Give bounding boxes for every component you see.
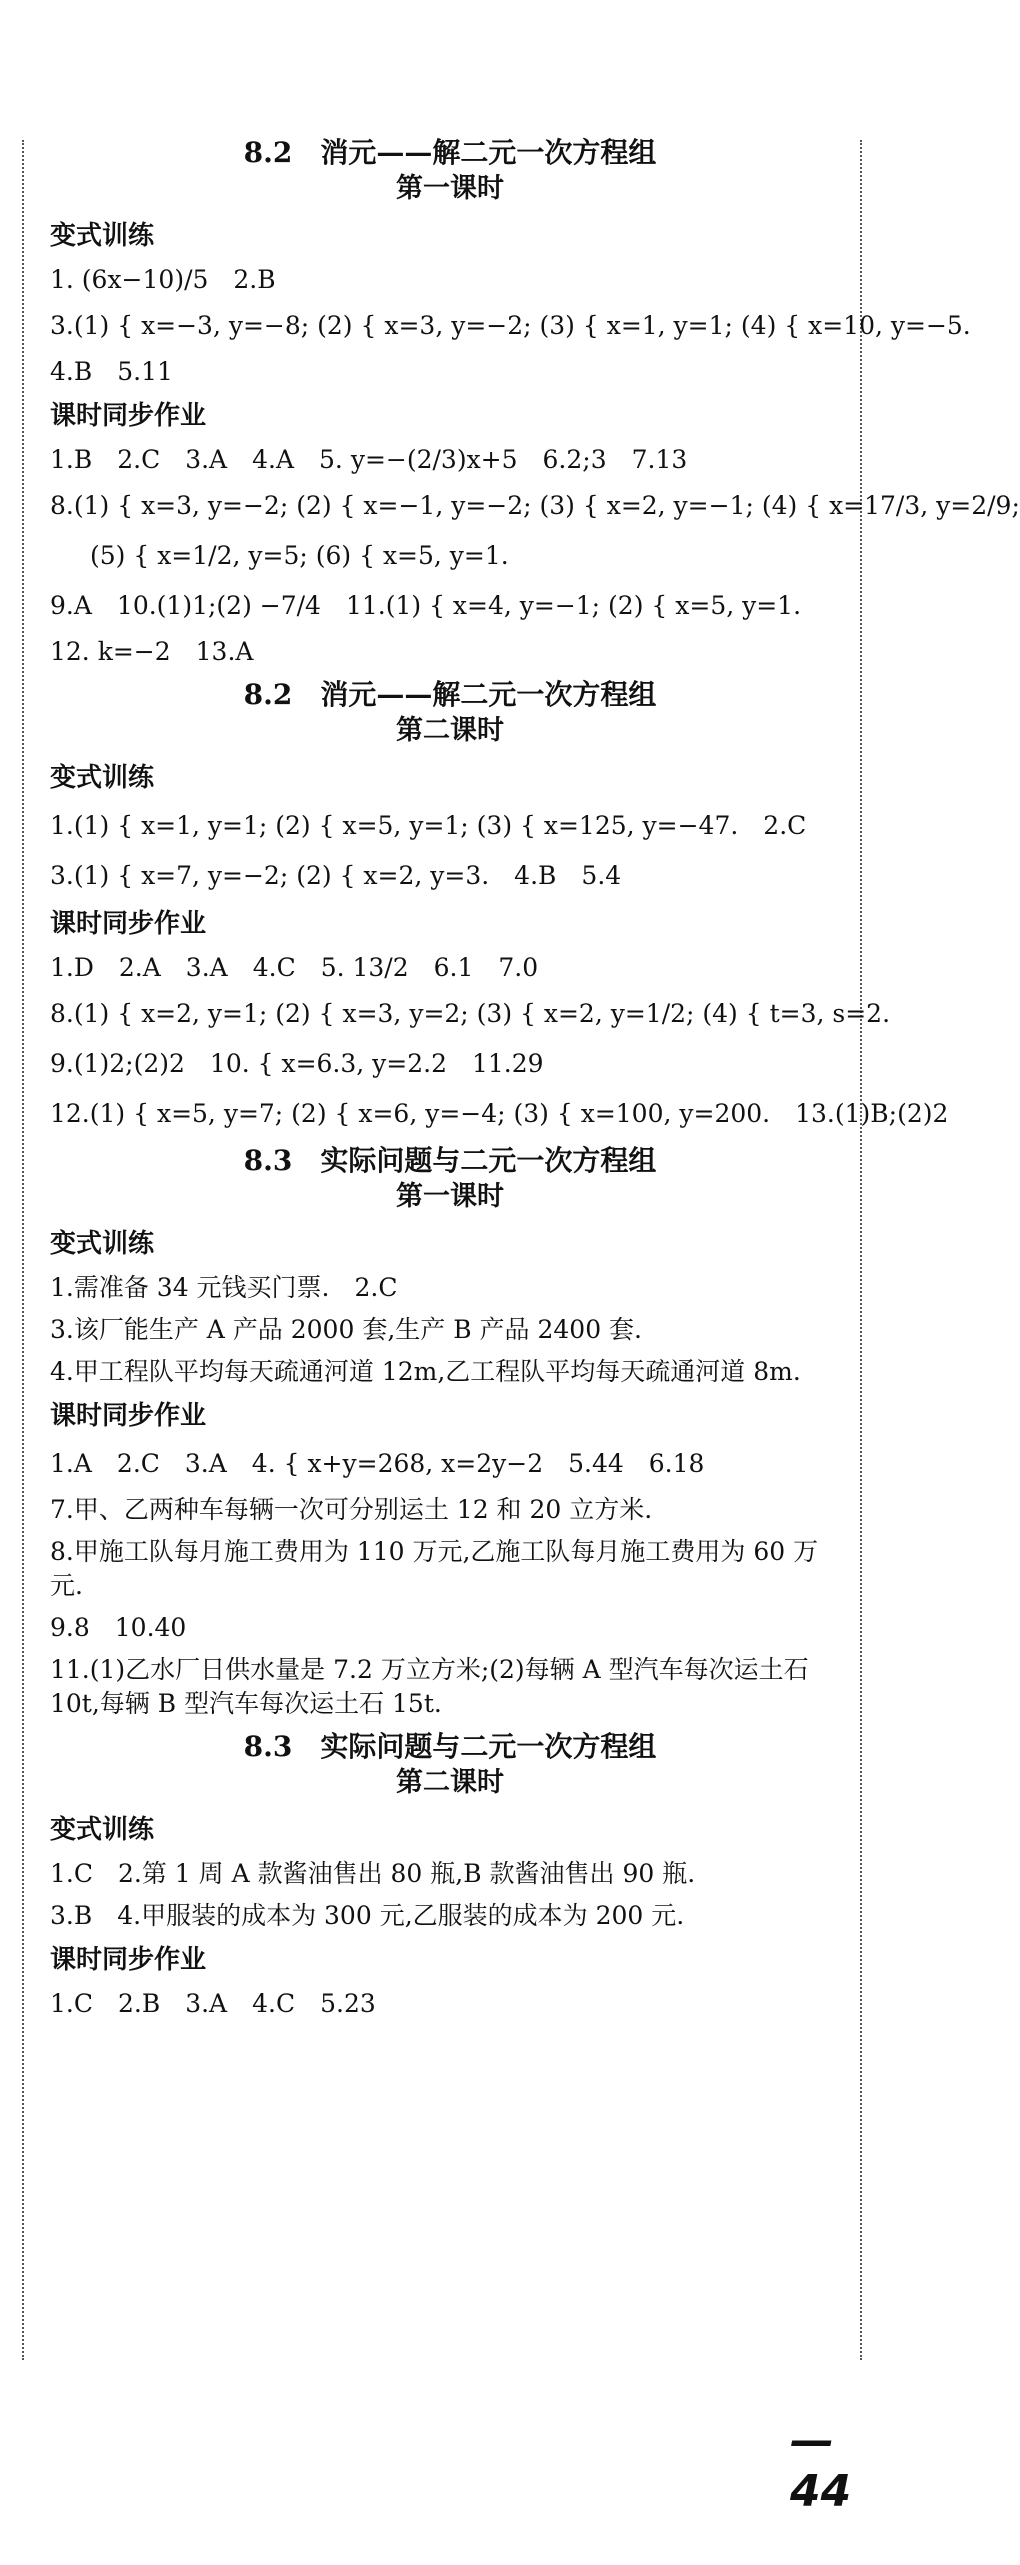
answer-line: 12. k=−2 13.A [50,637,254,666]
page-number: —44 [790,2415,852,2517]
block-heading: 课时同步作业 [50,1401,207,1431]
section-title: 8.3 实际问题与二元一次方程组 [243,1730,657,1763]
section-subtitle: 第二课时 [396,715,504,746]
block-heading: 变式训练 [50,763,155,793]
answer-line: 3.(1) { x=7, y=−2; (2) { x=2, y=3. 4.B 5.4 [50,861,622,890]
section-title: 8.2 消元——解二元一次方程组 [243,678,657,711]
answer-line: (5) { x=1/2, y=5; (6) { x=5, y=1. [90,541,509,570]
answer-line: 9.A 10.(1)1;(2) −7/4 11.(1) { x=4, y=−1; (2) { x=5, y=1. [50,591,802,620]
answer-line: 1.A 2.C 3.A 4. { x+y=268, x=2y−2 5.44 6.18 [50,1449,705,1478]
section-subtitle: 第一课时 [396,173,504,204]
answer-line: 1.C 2.B 3.A 4.C 5.23 [50,1989,376,2018]
answer-line: 9.8 10.40 [50,1613,187,1642]
answer-line: 3.B 4.甲服装的成本为 300 元,乙服装的成本为 200 元. [50,1901,685,1930]
block-heading: 课时同步作业 [50,909,207,939]
section-8-3-lesson-1 [50,1143,850,1721]
answer-line: 1.C 2.第 1 周 A 款酱油售出 80 瓶,B 款酱油售出 90 瓶. [50,1859,696,1888]
section-subtitle: 第一课时 [396,1181,504,1212]
block-heading: 变式训练 [50,221,155,251]
answer-line: 7.甲、乙两种车每辆一次可分别运土 12 和 20 立方米. [50,1495,653,1524]
answer-line: 1.B 2.C 3.A 4.A 5. y=−(2/3)x+5 6.2;3 7.13 [50,445,688,474]
section-title: 8.2 消元——解二元一次方程组 [243,136,657,169]
left-dotted-rule [22,140,24,2360]
block-heading: 课时同步作业 [50,1945,207,1975]
answer-line: 11.(1)乙水厂日供水量是 7.2 万立方米;(2)每辆 A 型汽车每次运土石 10t,每辆 B 型汽车每次运土石 15t. [50,1655,809,1718]
answer-line: 1.(1) { x=1, y=1; (2) { x=5, y=1; (3) { x=125, y=−47. 2.C [50,811,807,840]
answer-line: 8.甲施工队每月施工费用为 110 万元,乙施工队每月施工费用为 60 万元. [50,1537,819,1600]
section-8-2-lesson-1 [50,135,1020,669]
answer-content [50,135,1020,2029]
answer-line: 3.(1) { x=−3, y=−8; (2) { x=3, y=−2; (3) { x=1, y=1; (4) { x=10, y=−5. [50,311,971,340]
block-heading: 变式训练 [50,1229,155,1259]
right-dotted-rule [860,140,862,2360]
answer-line: 1.需准备 34 元钱买门票. 2.C [50,1273,398,1302]
section-title: 8.3 实际问题与二元一次方程组 [243,1144,657,1177]
section-8-3-lesson-2 [50,1729,850,2021]
answer-line: 3.该厂能生产 A 产品 2000 套,生产 B 产品 2400 套. [50,1315,642,1344]
block-heading: 课时同步作业 [50,401,207,431]
answer-line: 8.(1) { x=3, y=−2; (2) { x=−1, y=−2; (3) { x=2, y=−1; (4) { x=17/3, y=2/9; [50,491,1020,520]
answer-line: 1. (6x−10)/5 2.B [50,265,276,294]
answer-line: 8.(1) { x=2, y=1; (2) { x=3, y=2; (3) { x=2, y=1/2; (4) { t=3, s=2. [50,999,891,1028]
answer-line: 4.甲工程队平均每天疏通河道 12m,乙工程队平均每天疏通河道 8m. [50,1357,801,1386]
answer-line: 4.B 5.11 [50,357,173,386]
answer-line: 12.(1) { x=5, y=7; (2) { x=6, y=−4; (3) { x=100, y=200. 13.(1)B;(2)2 [50,1099,949,1128]
answer-line: 9.(1)2;(2)2 10. { x=6.3, y=2.2 11.29 [50,1049,544,1078]
answer-line: 1.D 2.A 3.A 4.C 5. 13/2 6.1 7.0 [50,953,539,982]
section-subtitle: 第二课时 [396,1767,504,1798]
section-8-2-lesson-2 [50,677,949,1135]
block-heading: 变式训练 [50,1815,155,1845]
